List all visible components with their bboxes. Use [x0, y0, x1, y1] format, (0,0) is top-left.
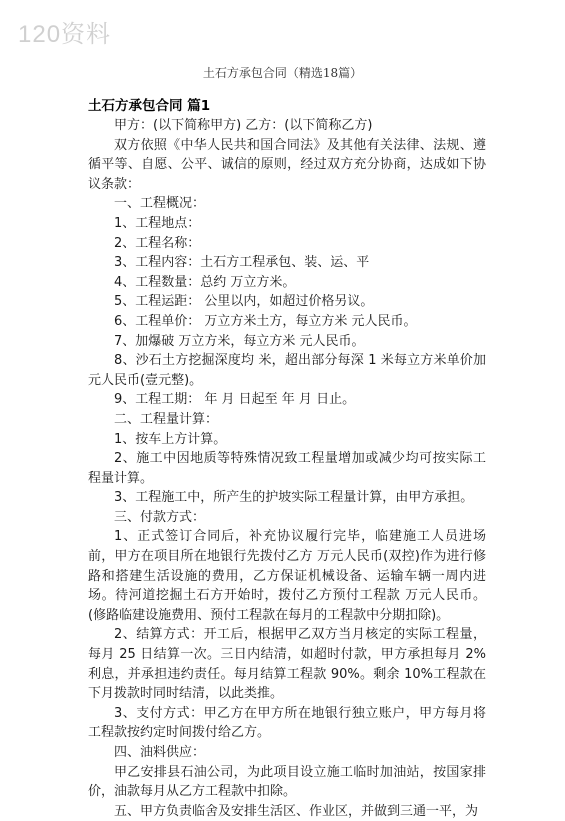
paragraph: 3、工程施工中，所产生的护坡实际工程量计算，由甲方承担。 — [114, 490, 474, 506]
paragraph: 一、工程概况： — [114, 196, 206, 212]
section-title: 土石方承包合同 篇1 — [88, 98, 211, 114]
paragraph: 1、正式签订合同后，补充协议履行完毕，临建施工人员进场前，甲方在项目所在地银行先拨付乙方 万元人民币(双控)作为进行修路和搭建生活设施的费用，乙方保证机械设备、运输车辆一周内进场。待河道挖掘土石方开始时，拨付乙方预付工程款 万元人民币。(修路临建设施费用、预付工程款在每月的工程款中分期扣除)。 — [88, 529, 486, 623]
document-header: 土石方承包合同（精选18篇） — [202, 66, 363, 80]
paragraph: 8、沙石土方挖掘深度均 米，超出部分每深 1 米每立方米单价加元人民币(壹元整)。 — [88, 353, 486, 388]
paragraph: 甲乙安排县石油公司，为此项目设立施工临时加油站，按国家排价，油款每月从乙方工程款中扣除。 — [88, 764, 486, 800]
paragraph-list — [88, 116, 486, 821]
paragraph: 五、甲方负责临舍及安排生活区、作业区，并做到三通一平，为 — [114, 803, 479, 819]
paragraph: 二、工程量计算： — [114, 411, 219, 427]
paragraph: 双方依照《中华人民共和国合同法》及其他有关法律、法规、遵循平等、自愿、公平、诚信的原则，经过双方充分协商，达成如下协议条款： — [88, 137, 486, 192]
paragraph: 5、工程运距： 公里以内，如超过价格另议。 — [114, 294, 374, 310]
paragraph: 9、工程工期： 年 月 日起至 年 月 日止。 — [114, 392, 356, 408]
paragraph: 1、按车上方计算。 — [114, 431, 227, 447]
paragraph: 2、结算方式：开工后，根据甲乙双方当月核定的实际工程量，每月 25 日结算一次。三日内结清，如超时付款，甲方承担每月 2%利息，并承担违约责任。每月结算工程款 90%。剩余 10%工程款在下月拨款时同时结清，以此类推。 — [88, 627, 486, 702]
paragraph: 甲方：(以下简称甲方) 乙方：(以下简称乙方) — [114, 118, 373, 133]
paragraph: 2、施工中因地质等特殊情况致工程量增加或减少均可按实际工程量计算。 — [88, 451, 486, 486]
paragraph: 2、工程名称： — [114, 235, 201, 251]
paragraph: 3、支付方式：甲乙方在甲方所在地银行独立账户，甲方每月将工程款按约定时间拨付给乙方。 — [88, 705, 486, 741]
paragraph: 4、工程数量：总约 万立方米。 — [114, 274, 296, 290]
paragraph: 3、工程内容：土石方工程承包、装、运、平 — [114, 255, 370, 271]
paragraph: 三、付款方式： — [114, 509, 206, 525]
document-body — [88, 96, 486, 821]
paragraph: 7、加爆破 万立方米，每立方米 元人民币。 — [114, 333, 365, 349]
paragraph: 1、工程地点： — [114, 215, 201, 231]
paragraph: 四、油料供应： — [114, 745, 206, 760]
paragraph: 6、工程单价： 万立方米土方，每立方米 元人民币。 — [114, 313, 417, 329]
watermark: 120资料 — [18, 21, 112, 48]
